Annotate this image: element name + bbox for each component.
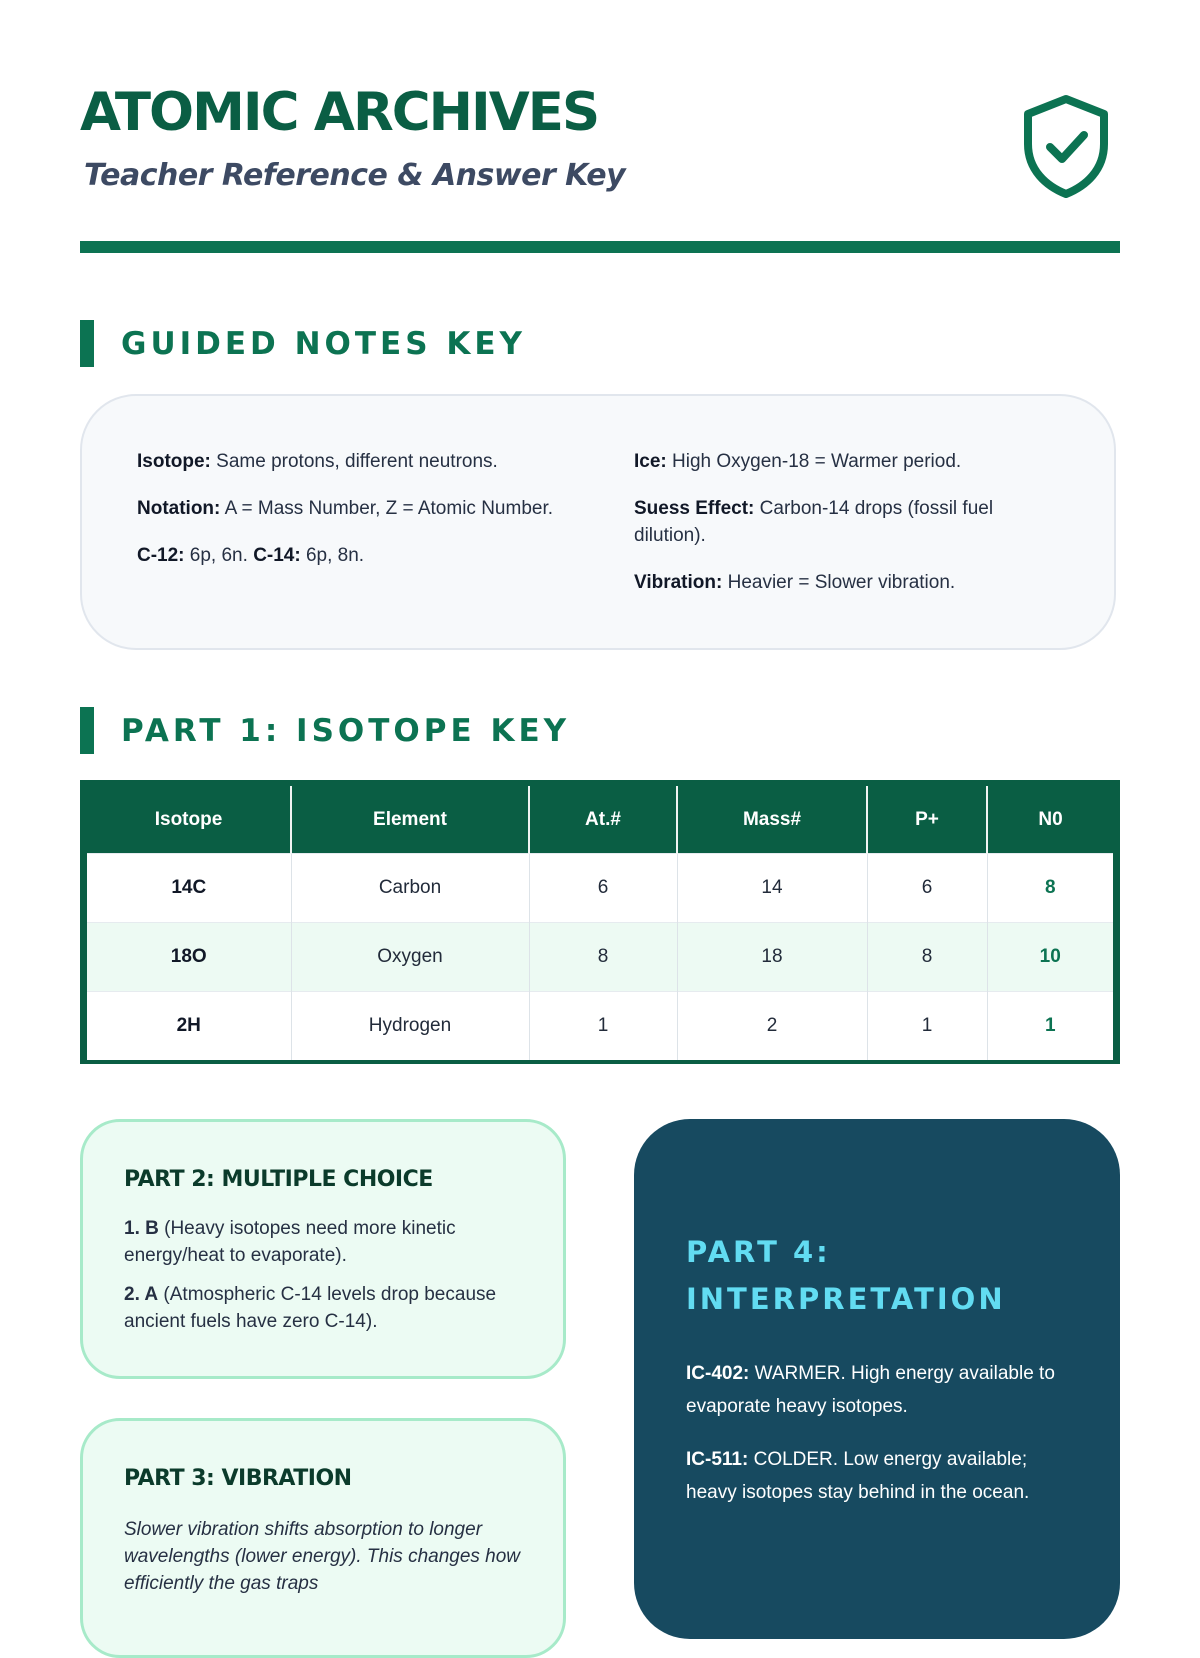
table-cell-mass-number: 14 — [677, 854, 867, 923]
table-cell-element: Carbon — [291, 854, 529, 923]
note-term: Notation: — [137, 498, 221, 519]
table-cell-element: Hydrogen — [291, 992, 529, 1061]
answer-label: 1. B — [124, 1218, 159, 1239]
note-term: C-14: — [253, 545, 301, 566]
table-cell-isotope: 14C — [87, 854, 291, 923]
table-cell-protons: 6 — [867, 854, 987, 923]
table-row — [87, 854, 1113, 923]
page-subtitle: Teacher Reference & Answer Key — [84, 158, 626, 193]
note-suess-effect — [634, 495, 1054, 549]
shield-check-icon — [1022, 94, 1110, 198]
part3-heading: PART 3: VIBRATION — [124, 1466, 352, 1491]
table-header-row — [87, 786, 1113, 854]
header-divider — [80, 241, 1120, 253]
column-header-atomic-number: At.# — [529, 786, 677, 854]
table-cell-protons: 1 — [867, 992, 987, 1061]
notes-column-left — [137, 448, 557, 589]
mc-answer-1 — [124, 1215, 524, 1269]
table-cell-protons: 8 — [867, 923, 987, 992]
interpretation-text: COLDER. Low energy available; heavy isotopes stay behind in the ocean. — [686, 1449, 1030, 1503]
part4-body — [686, 1357, 1066, 1529]
table-cell-isotope: 2H — [87, 992, 291, 1061]
guided-notes-heading-label: GUIDED NOTES KEY — [121, 326, 526, 362]
page-header — [80, 80, 1120, 200]
note-term: Vibration: — [634, 572, 723, 593]
column-header-mass-number: Mass# — [677, 786, 867, 854]
interpretation-item-ic511 — [686, 1443, 1066, 1509]
table-cell-atomic-number: 6 — [529, 854, 677, 923]
table-cell-atomic-number: 1 — [529, 992, 677, 1061]
table-cell-element: Oxygen — [291, 923, 529, 992]
table-row — [87, 923, 1113, 992]
part2-heading: PART 2: MULTIPLE CHOICE — [124, 1167, 433, 1192]
part4-card — [634, 1119, 1120, 1639]
part3-body — [124, 1516, 524, 1609]
guided-notes-card — [80, 394, 1116, 650]
table-cell-neutrons: 1 — [987, 992, 1113, 1061]
note-text: 6p, 8n. — [300, 545, 365, 566]
notes-column-right — [634, 448, 1054, 616]
part3-text: Slower vibration shifts absorption to longer wavelengths (lower energy). This changes how efficiently the gas traps — [124, 1519, 521, 1594]
table-row — [87, 992, 1113, 1061]
column-header-element: Element — [291, 786, 529, 854]
table-cell-atomic-number: 8 — [529, 923, 677, 992]
note-vibration — [634, 569, 1054, 596]
part2-body — [124, 1215, 524, 1347]
note-text: 6p, 6n. — [184, 545, 254, 566]
note-term: C-12: — [137, 545, 185, 566]
table-cell-neutrons: 8 — [987, 854, 1113, 923]
note-text: Carbon-14 drops (fossil fuel dilution). — [634, 498, 994, 546]
page-title: ATOMIC ARCHIVES — [80, 82, 599, 143]
note-text: Heavier = Slower vibration. — [722, 572, 956, 593]
answer-label: 2. A — [124, 1284, 159, 1305]
isotope-table-grid — [87, 786, 1113, 1060]
answer-text: (Atmospheric C-14 levels drop because ancient fuels have zero C-14). — [124, 1284, 497, 1332]
column-header-neutrons: N0 — [987, 786, 1113, 854]
part3-card — [80, 1418, 566, 1658]
note-text: A = Mass Number, Z = Atomic Number. — [220, 498, 554, 519]
note-text: Same protons, different neutrons. — [210, 451, 498, 472]
note-term: Isotope: — [137, 451, 211, 472]
note-notation — [137, 495, 557, 522]
answer-text: (Heavy isotopes need more kinetic energy/heat to evaporate). — [124, 1218, 456, 1266]
table-cell-mass-number: 2 — [677, 992, 867, 1061]
note-ice — [634, 448, 1054, 475]
isotope-table — [80, 780, 1120, 1064]
column-header-isotope: Isotope — [87, 786, 291, 854]
heading-accent-bar — [80, 320, 94, 367]
interpretation-label: IC-511: — [686, 1449, 749, 1470]
note-term: Ice: — [634, 451, 667, 472]
interpretation-item-ic402 — [686, 1357, 1066, 1423]
table-cell-neutrons: 10 — [987, 923, 1113, 992]
note-text: High Oxygen-18 = Warmer period. — [666, 451, 962, 472]
part4-heading: PART 4: INTERPRETATION — [686, 1235, 1006, 1316]
note-term: Suess Effect: — [634, 498, 755, 519]
table-cell-isotope: 18O — [87, 923, 291, 992]
part1-heading — [80, 707, 1120, 755]
part1-heading-label: PART 1: ISOTOPE KEY — [121, 713, 571, 749]
table-cell-mass-number: 18 — [677, 923, 867, 992]
part2-card — [80, 1119, 566, 1379]
note-carbon — [137, 542, 557, 569]
guided-notes-heading — [80, 320, 1120, 368]
interpretation-text: WARMER. High energy available to evaporate heavy isotopes. — [686, 1363, 1055, 1417]
note-isotope — [137, 448, 557, 475]
mc-answer-2 — [124, 1281, 524, 1335]
interpretation-label: IC-402: — [686, 1363, 750, 1384]
column-header-protons: P+ — [867, 786, 987, 854]
heading-accent-bar — [80, 707, 94, 754]
